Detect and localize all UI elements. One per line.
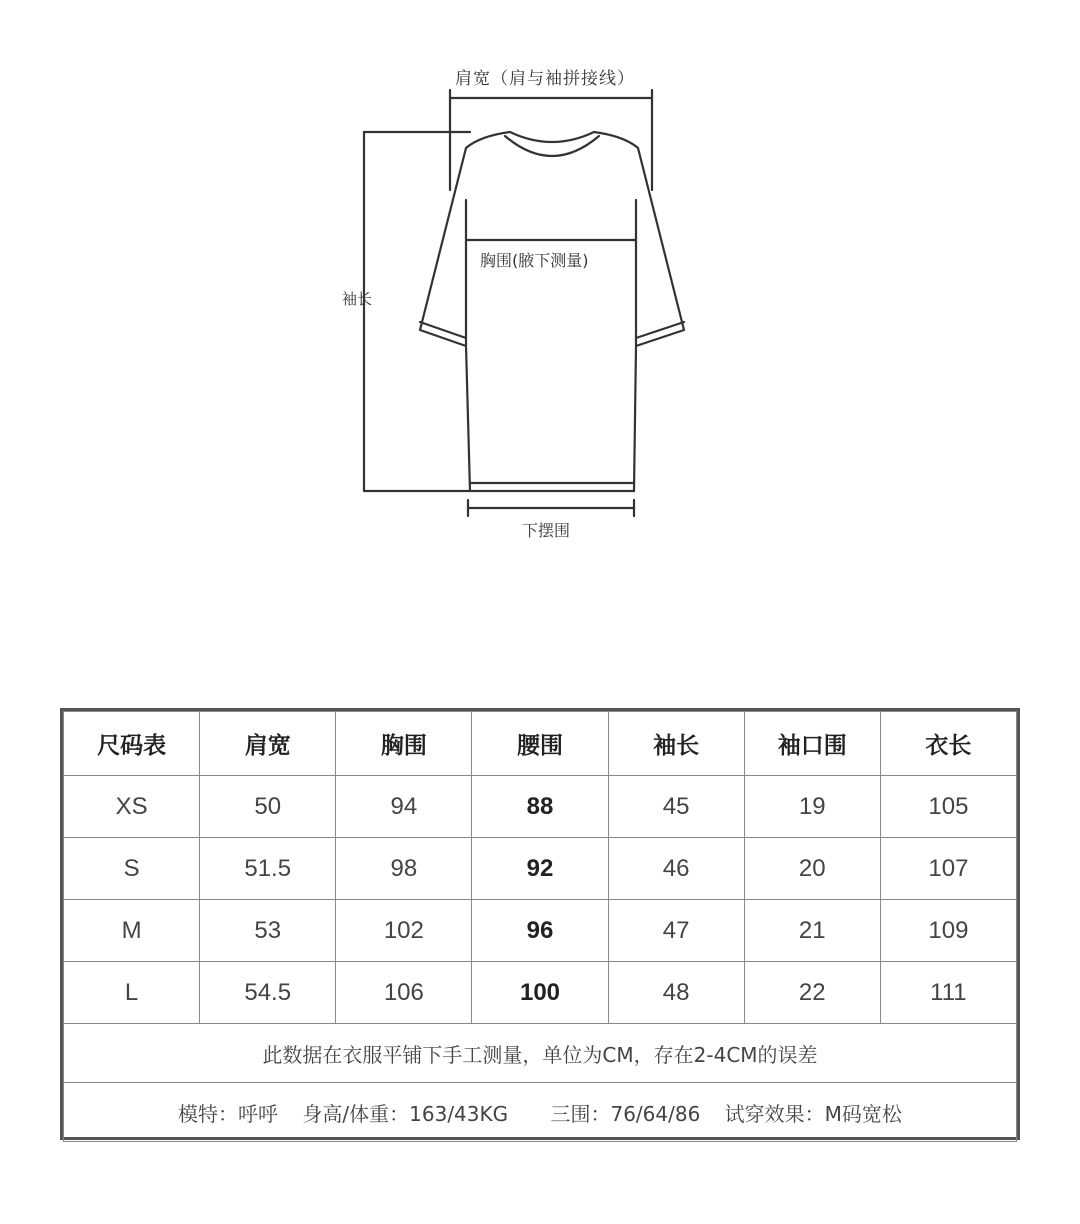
- measurement-note: 此数据在衣服平铺下手工测量，单位为CM，存在2-4CM的误差: [64, 1024, 1017, 1083]
- cell-sleeve: 45: [608, 776, 744, 838]
- header-shoulder: 肩宽: [200, 712, 336, 776]
- cell-waist: 100: [472, 962, 608, 1024]
- cell-sleeve: 47: [608, 900, 744, 962]
- cell-shoulder: 53: [200, 900, 336, 962]
- table-row: [64, 776, 1017, 838]
- cell-size: L: [64, 962, 200, 1024]
- cell-length: 109: [880, 900, 1016, 962]
- cell-shoulder: 51.5: [200, 838, 336, 900]
- header-length: 衣长: [880, 712, 1016, 776]
- cell-waist: 88: [472, 776, 608, 838]
- cell-cuff: 21: [744, 900, 880, 962]
- cell-cuff: 19: [744, 776, 880, 838]
- shoulder-width-label: 肩宽（肩与袖拼接线）: [455, 69, 635, 89]
- cell-chest: 98: [336, 838, 472, 900]
- cell-chest: 106: [336, 962, 472, 1024]
- model-measurements: 三围：76/64/86: [550, 1101, 701, 1126]
- table-row: [64, 838, 1017, 900]
- model-name: 模特：呼呼: [178, 1101, 279, 1126]
- cell-chest: 102: [336, 900, 472, 962]
- model-fit: 试穿效果：M码宽松: [724, 1101, 902, 1126]
- cell-shoulder: 54.5: [200, 962, 336, 1024]
- note-row: [64, 1024, 1017, 1083]
- model-row: [64, 1083, 1017, 1142]
- header-chest: 胸围: [336, 712, 472, 776]
- cell-size: XS: [64, 776, 200, 838]
- table-row: [64, 962, 1017, 1024]
- cell-sleeve: 46: [608, 838, 744, 900]
- hem-label: 下摆围: [522, 521, 571, 540]
- cell-chest: 94: [336, 776, 472, 838]
- header-sleeve: 袖长: [608, 712, 744, 776]
- sleeve-length-label: 袖长: [342, 290, 373, 308]
- cell-size: S: [64, 838, 200, 900]
- size-chart: [60, 708, 1020, 1140]
- cell-shoulder: 50: [200, 776, 336, 838]
- model-info: [64, 1083, 1017, 1142]
- chest-label: 胸围(腋下测量): [480, 251, 589, 270]
- size-table: [63, 711, 1017, 1142]
- cell-length: 111: [880, 962, 1016, 1024]
- cell-sleeve: 48: [608, 962, 744, 1024]
- header-size: 尺码表: [64, 712, 200, 776]
- header-cuff: 袖口围: [744, 712, 880, 776]
- cell-size: M: [64, 900, 200, 962]
- header-waist: 腰围: [472, 712, 608, 776]
- cell-waist: 92: [472, 838, 608, 900]
- cell-length: 107: [880, 838, 1016, 900]
- cell-length: 105: [880, 776, 1016, 838]
- header-row: [64, 712, 1017, 776]
- model-height-weight: 身高/体重：163/43KG: [302, 1101, 509, 1126]
- garment-diagram: [0, 0, 1080, 600]
- cell-cuff: 22: [744, 962, 880, 1024]
- cell-waist: 96: [472, 900, 608, 962]
- tshirt-sketch: [0, 0, 1080, 600]
- table-row: [64, 900, 1017, 962]
- cell-cuff: 20: [744, 838, 880, 900]
